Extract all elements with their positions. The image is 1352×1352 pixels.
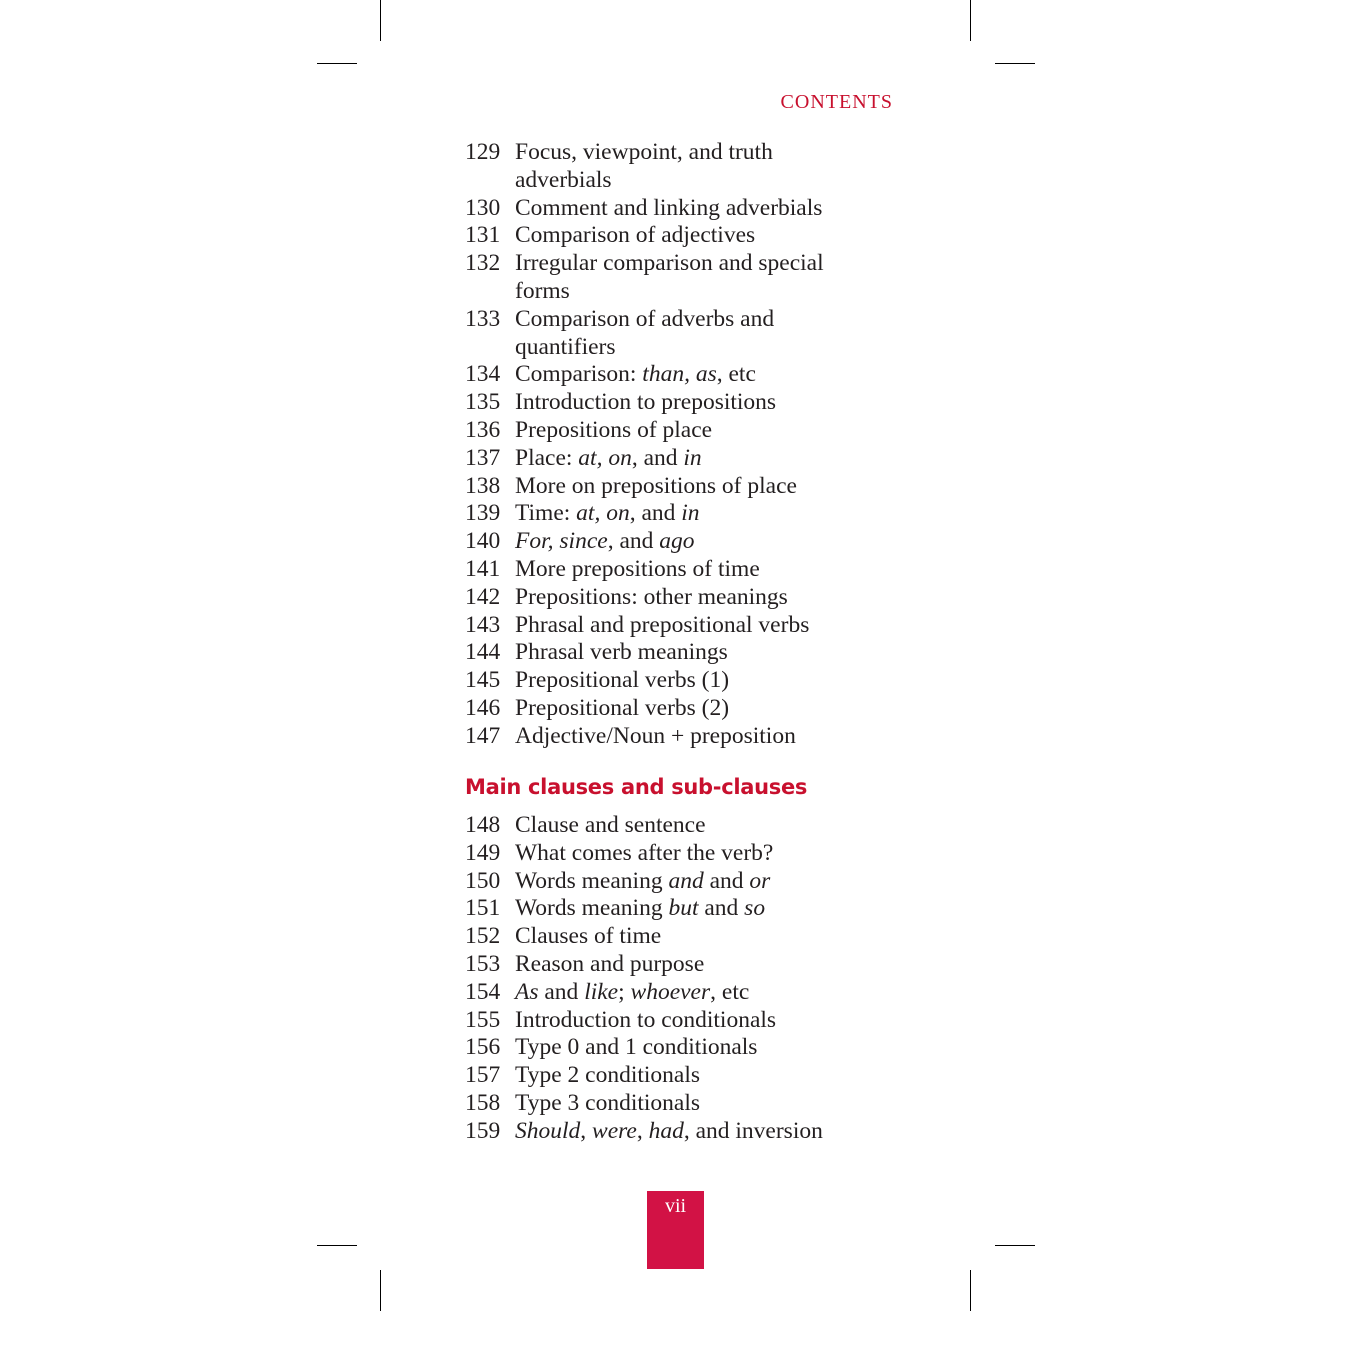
toc-entry-number: 131	[465, 222, 501, 249]
toc-entry	[465, 306, 865, 362]
toc-entry-title: Words meaning but and so	[515, 895, 766, 922]
toc-entry-title: Place: at, on, and in	[515, 444, 702, 471]
toc-entry-title: Phrasal and prepositional verbs	[515, 611, 810, 638]
toc-entry	[465, 979, 865, 1007]
toc-entry-number: 151	[465, 895, 501, 922]
toc-entry	[465, 1090, 865, 1118]
toc-entry-number: 138	[465, 472, 501, 499]
toc-entry	[465, 473, 865, 501]
toc-entry-title: Type 0 and 1 conditionals	[515, 1034, 758, 1061]
page-number: vii	[664, 1195, 687, 1217]
toc-entry-number: 147	[465, 722, 501, 749]
toc-entry-number: 132	[465, 250, 501, 277]
toc-entry	[465, 556, 865, 584]
toc-entry-number: 133	[465, 305, 501, 332]
toc-entry	[465, 840, 865, 868]
crop-mark	[995, 63, 1035, 64]
toc-entry-number: 159	[465, 1117, 501, 1144]
toc-entry	[465, 195, 865, 223]
toc-entry-number: 157	[465, 1062, 501, 1089]
toc-entry	[465, 723, 865, 751]
crop-mark	[970, 0, 971, 41]
toc-entry-number: 135	[465, 389, 501, 416]
toc-entry-number: 158	[465, 1089, 501, 1116]
toc-entry-title: More prepositions of time	[515, 555, 760, 582]
toc-entry-title: Prepositions of place	[515, 416, 713, 443]
toc-entry	[465, 584, 865, 612]
toc-entry	[465, 250, 865, 306]
crop-mark	[380, 1270, 381, 1311]
toc-entry-title: As and like; whoever, etc	[515, 978, 750, 1005]
toc-entry-title: More on prepositions of place	[515, 472, 797, 499]
toc-entry-number: 150	[465, 867, 501, 894]
toc-list	[465, 139, 865, 751]
toc-entry-title: Prepositional verbs (1)	[515, 667, 730, 694]
toc-entry-title: Reason and purpose	[515, 950, 705, 977]
toc-entry-number: 129	[465, 139, 501, 165]
toc-entry-title: What comes after the verb?	[515, 839, 774, 866]
toc-entry	[465, 923, 865, 951]
toc-entry-number: 146	[465, 694, 501, 721]
toc-entry	[465, 695, 865, 723]
toc-entry-title: Time: at, on, and in	[515, 500, 700, 527]
toc-entry	[465, 445, 865, 473]
toc-entry-number: 140	[465, 528, 501, 555]
toc-entry-title: Irregular comparison and special forms	[515, 250, 824, 304]
toc-entry	[465, 1062, 865, 1090]
toc-entry-title: Comparison of adverbs and quantifiers	[515, 305, 775, 360]
crop-mark	[380, 0, 381, 41]
toc-entry-title: Introduction to conditionals	[515, 1006, 777, 1033]
toc-entry-number: 154	[465, 978, 501, 1005]
toc-entry	[465, 139, 865, 195]
toc-entry-title: Comparison: than, as, etc	[515, 361, 756, 388]
toc-entry	[465, 951, 865, 979]
toc-entry	[465, 812, 865, 840]
toc-entry	[465, 528, 865, 556]
toc-entry-number: 137	[465, 444, 501, 471]
toc-entry	[465, 500, 865, 528]
toc-entry	[465, 1034, 865, 1062]
toc-entry-number: 142	[465, 583, 501, 610]
toc-entry-title: Clause and sentence	[515, 812, 706, 838]
toc-entry-number: 143	[465, 611, 501, 638]
toc-list	[465, 812, 865, 1146]
toc-entry-title: Introduction to prepositions	[515, 389, 777, 416]
toc-entry-number: 139	[465, 500, 501, 527]
toc-entry-title: Adjective/Noun + preposition	[515, 722, 796, 749]
toc-entry-number: 149	[465, 839, 501, 866]
page-number-tab	[647, 1191, 704, 1269]
toc-entry-number: 156	[465, 1034, 501, 1061]
section-heading: Main clauses and sub-clauses	[465, 775, 808, 799]
toc-entry-title: Should, were, had, and inversion	[515, 1117, 823, 1144]
toc-entry	[465, 895, 865, 923]
toc-entry-number: 145	[465, 667, 501, 694]
toc-entry-title: Phrasal verb meanings	[515, 639, 728, 666]
toc-entry	[465, 667, 865, 695]
toc-entry	[465, 868, 865, 896]
toc-entry	[465, 417, 865, 445]
toc-entry-title: Type 2 conditionals	[515, 1062, 701, 1089]
crop-mark	[970, 1270, 971, 1311]
toc-entry-title: Prepositional verbs (2)	[515, 694, 730, 721]
crop-mark	[317, 63, 357, 64]
toc-entry-number: 141	[465, 555, 501, 582]
toc-entry-title: Prepositions: other meanings	[515, 583, 788, 610]
toc-entry-title: Type 3 conditionals	[515, 1089, 701, 1116]
toc-entry-number: 136	[465, 416, 501, 443]
toc-entry-title: For, since, and ago	[515, 528, 695, 555]
toc-entry-title: Comment and linking adverbials	[515, 194, 823, 221]
toc-entry-number: 134	[465, 361, 501, 388]
toc-entry	[465, 389, 865, 417]
toc-entry-number: 155	[465, 1006, 501, 1033]
toc-entry-title: Comparison of adjectives	[515, 222, 756, 249]
running-head: CONTENTS	[780, 91, 893, 113]
crop-mark	[995, 1245, 1035, 1246]
toc-entry	[465, 612, 865, 640]
toc-entry	[465, 361, 865, 389]
toc-entry-number: 152	[465, 923, 501, 950]
crop-mark	[317, 1245, 357, 1246]
toc-entry	[465, 1118, 865, 1146]
toc-entry	[465, 639, 865, 667]
toc-entry-title: Words meaning and and or	[515, 867, 771, 894]
toc-entry-number: 144	[465, 639, 501, 666]
toc-entry	[465, 1007, 865, 1035]
toc-entry-title: Focus, viewpoint, and truth adverbials	[515, 139, 773, 193]
toc-entry-number: 153	[465, 950, 501, 977]
toc-entry-title: Clauses of time	[515, 923, 662, 950]
toc-entry	[465, 222, 865, 250]
toc-entry-number: 148	[465, 812, 501, 838]
toc-entry-number: 130	[465, 194, 501, 221]
